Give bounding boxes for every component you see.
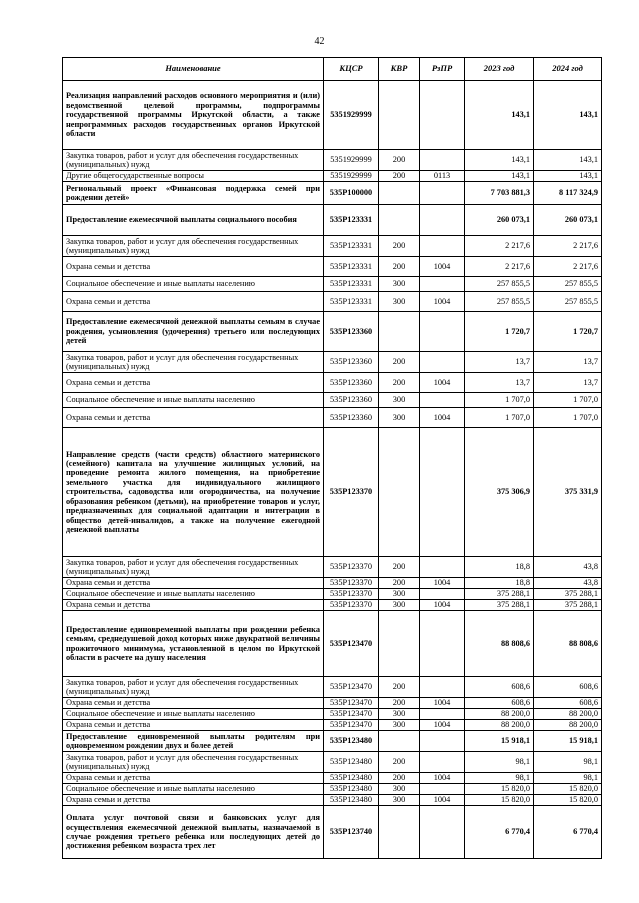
row-kcsr: 535P123370 xyxy=(324,589,379,600)
table-row xyxy=(63,236,602,257)
row-amount-2024: 13,7 xyxy=(534,373,602,393)
row-kcsr: 535P123370 xyxy=(324,600,379,611)
row-amount-2023: 143,1 xyxy=(465,81,534,150)
row-name: Оплата услуг почтовой связи и банковских услуг для осуществления ежемесячной денежной выплаты, назначаемой в случае рождения третьего ребенка или последующих детей до достижения ребенком возраста трех лет xyxy=(63,806,324,859)
row-name: Охрана семьи и детства xyxy=(63,795,324,806)
row-name: Социальное обеспечение и иные выплаты населению xyxy=(63,393,324,408)
table-row-section xyxy=(63,731,602,752)
row-rzpr: 1004 xyxy=(420,720,465,731)
page-number: 42 xyxy=(314,36,325,47)
header-2024: 2024 год xyxy=(534,58,602,81)
table-row xyxy=(63,150,602,171)
row-amount-2023: 143,1 xyxy=(465,171,534,182)
row-amount-2023: 2 217,6 xyxy=(465,257,534,277)
row-amount-2023: 98,1 xyxy=(465,773,534,784)
row-kcsr: 535P123331 xyxy=(324,292,379,312)
row-amount-2024: 98,1 xyxy=(534,773,602,784)
row-rzpr: 1004 xyxy=(420,578,465,589)
row-name: Предоставление единовременной выплаты при рождении ребенка семьям, среднедушевой доход которых ниже двукратной величины прожиточного минимума, установленной в целом по Иркутской области в расчете на душу населения xyxy=(63,611,324,677)
row-kvr xyxy=(379,731,420,752)
row-rzpr xyxy=(420,182,465,205)
row-name: Социальное обеспечение и иные выплаты населению xyxy=(63,709,324,720)
row-amount-2024: 375 288,1 xyxy=(534,600,602,611)
row-kvr xyxy=(379,205,420,236)
row-rzpr xyxy=(420,557,465,578)
table-row xyxy=(63,352,602,373)
row-amount-2024: 2 217,6 xyxy=(534,236,602,257)
row-rzpr xyxy=(420,731,465,752)
row-amount-2023: 608,6 xyxy=(465,698,534,709)
row-kvr: 300 xyxy=(379,589,420,600)
row-amount-2024: 6 770,4 xyxy=(534,806,602,859)
row-amount-2023: 260 073,1 xyxy=(465,205,534,236)
row-amount-2024: 88 200,0 xyxy=(534,709,602,720)
row-kcsr: 535P123470 xyxy=(324,709,379,720)
table-row xyxy=(63,578,602,589)
row-kcsr: 535P123360 xyxy=(324,393,379,408)
row-kvr: 300 xyxy=(379,784,420,795)
row-name: Закупка товаров, работ и услуг для обеспечения государственных (муниципальных) нужд xyxy=(63,677,324,698)
row-kvr: 200 xyxy=(379,373,420,393)
row-kcsr: 535P123740 xyxy=(324,806,379,859)
row-amount-2024: 15 820,0 xyxy=(534,784,602,795)
row-name: Охрана семьи и детства xyxy=(63,373,324,393)
row-amount-2023: 143,1 xyxy=(465,150,534,171)
row-kcsr: 535P123480 xyxy=(324,795,379,806)
row-amount-2024: 1 707,0 xyxy=(534,408,602,428)
row-amount-2023: 18,8 xyxy=(465,557,534,578)
row-kvr: 200 xyxy=(379,150,420,171)
row-rzpr xyxy=(420,677,465,698)
table-row xyxy=(63,257,602,277)
row-rzpr xyxy=(420,150,465,171)
row-amount-2024: 375 331,9 xyxy=(534,428,602,557)
row-kvr: 300 xyxy=(379,292,420,312)
row-kvr: 200 xyxy=(379,698,420,709)
row-rzpr xyxy=(420,205,465,236)
row-rzpr xyxy=(420,589,465,600)
row-rzpr xyxy=(420,236,465,257)
row-amount-2024: 260 073,1 xyxy=(534,205,602,236)
row-name: Охрана семьи и детства xyxy=(63,408,324,428)
row-kcsr: 535P123370 xyxy=(324,578,379,589)
row-amount-2024: 98,1 xyxy=(534,752,602,773)
row-amount-2024: 88 200,0 xyxy=(534,720,602,731)
budget-table xyxy=(62,57,602,859)
row-kcsr: 535P123360 xyxy=(324,312,379,352)
row-amount-2023: 88 200,0 xyxy=(465,709,534,720)
header-name: Наименование xyxy=(63,58,324,81)
table-row xyxy=(63,277,602,292)
row-name: Охрана семьи и детства xyxy=(63,773,324,784)
row-kcsr: 535P123331 xyxy=(324,257,379,277)
row-amount-2023: 7 703 881,3 xyxy=(465,182,534,205)
row-name: Охрана семьи и детства xyxy=(63,578,324,589)
row-name: Закупка товаров, работ и услуг для обеспечения государственных (муниципальных) нужд xyxy=(63,150,324,171)
row-amount-2024: 608,6 xyxy=(534,677,602,698)
row-name: Социальное обеспечение и иные выплаты населению xyxy=(63,784,324,795)
row-rzpr xyxy=(420,428,465,557)
row-amount-2024: 8 117 324,9 xyxy=(534,182,602,205)
row-rzpr xyxy=(420,81,465,150)
row-kcsr: 535P123360 xyxy=(324,373,379,393)
row-name: Охрана семьи и детства xyxy=(63,292,324,312)
table-row xyxy=(63,698,602,709)
row-amount-2023: 1 720,7 xyxy=(465,312,534,352)
table-row xyxy=(63,709,602,720)
row-kvr: 200 xyxy=(379,557,420,578)
row-kcsr: 535P123480 xyxy=(324,773,379,784)
row-kvr xyxy=(379,611,420,677)
row-kcsr: 535P123470 xyxy=(324,720,379,731)
row-kcsr: 535P123470 xyxy=(324,611,379,677)
row-rzpr xyxy=(420,611,465,677)
table-row-section xyxy=(63,312,602,352)
row-kvr xyxy=(379,312,420,352)
row-kcsr: 535P123360 xyxy=(324,352,379,373)
row-amount-2024: 608,6 xyxy=(534,698,602,709)
row-amount-2024: 257 855,5 xyxy=(534,277,602,292)
row-rzpr: 1004 xyxy=(420,373,465,393)
table-row xyxy=(63,677,602,698)
row-amount-2024: 375 288,1 xyxy=(534,589,602,600)
row-kvr: 200 xyxy=(379,257,420,277)
row-amount-2023: 15 820,0 xyxy=(465,784,534,795)
header-2023: 2023 год xyxy=(465,58,534,81)
row-name: Охрана семьи и детства xyxy=(63,720,324,731)
table-row-section xyxy=(63,611,602,677)
row-kcsr: 535P123360 xyxy=(324,408,379,428)
row-amount-2024: 43,8 xyxy=(534,578,602,589)
row-kvr: 300 xyxy=(379,709,420,720)
row-rzpr: 0113 xyxy=(420,171,465,182)
row-kcsr: 5351929999 xyxy=(324,171,379,182)
row-name: Социальное обеспечение и иные выплаты населению xyxy=(63,589,324,600)
row-amount-2024: 143,1 xyxy=(534,150,602,171)
row-rzpr xyxy=(420,277,465,292)
row-kcsr: 535P123331 xyxy=(324,277,379,292)
row-kvr: 200 xyxy=(379,677,420,698)
row-kvr: 200 xyxy=(379,171,420,182)
row-amount-2023: 15 820,0 xyxy=(465,795,534,806)
row-kvr xyxy=(379,81,420,150)
table-row-section xyxy=(63,806,602,859)
row-amount-2024: 257 855,5 xyxy=(534,292,602,312)
row-rzpr xyxy=(420,709,465,720)
row-rzpr: 1004 xyxy=(420,698,465,709)
row-name: Предоставление ежемесячной денежной выплаты семьям в случае рождения, усыновления (удочерения) третьего или последующих детей xyxy=(63,312,324,352)
row-rzpr: 1004 xyxy=(420,408,465,428)
row-amount-2024: 88 808,6 xyxy=(534,611,602,677)
row-amount-2023: 375 306,9 xyxy=(465,428,534,557)
row-name: Социальное обеспечение и иные выплаты населению xyxy=(63,277,324,292)
table-row xyxy=(63,795,602,806)
table-row xyxy=(63,373,602,393)
row-kcsr: 535P123480 xyxy=(324,752,379,773)
row-amount-2023: 13,7 xyxy=(465,352,534,373)
row-kcsr: 535P123331 xyxy=(324,236,379,257)
row-amount-2024: 13,7 xyxy=(534,352,602,373)
row-amount-2024: 15 918,1 xyxy=(534,731,602,752)
row-amount-2023: 13,7 xyxy=(465,373,534,393)
row-kcsr: 535P123470 xyxy=(324,698,379,709)
row-kcsr: 5351929999 xyxy=(324,81,379,150)
row-amount-2023: 608,6 xyxy=(465,677,534,698)
row-name: Предоставление единовременной выплаты родителям при одновременном рождении двух и более детей xyxy=(63,731,324,752)
row-amount-2023: 88 200,0 xyxy=(465,720,534,731)
row-rzpr: 1004 xyxy=(420,257,465,277)
row-kcsr: 535P100000 xyxy=(324,182,379,205)
row-kvr: 300 xyxy=(379,408,420,428)
row-kcsr: 535P123370 xyxy=(324,428,379,557)
row-kvr: 300 xyxy=(379,393,420,408)
row-kcsr: 535P123480 xyxy=(324,784,379,795)
row-amount-2024: 1 707,0 xyxy=(534,393,602,408)
table-row-section xyxy=(63,81,602,150)
row-amount-2023: 375 288,1 xyxy=(465,589,534,600)
row-kvr xyxy=(379,428,420,557)
row-rzpr: 1004 xyxy=(420,292,465,312)
row-amount-2023: 1 707,0 xyxy=(465,393,534,408)
row-name: Предоставление ежемесячной выплаты социального пособия xyxy=(63,205,324,236)
row-name: Охрана семьи и детства xyxy=(63,698,324,709)
row-name: Закупка товаров, работ и услуг для обеспечения государственных (муниципальных) нужд xyxy=(63,236,324,257)
row-amount-2023: 18,8 xyxy=(465,578,534,589)
row-kcsr: 535P123470 xyxy=(324,677,379,698)
row-amount-2023: 257 855,5 xyxy=(465,292,534,312)
row-amount-2024: 143,1 xyxy=(534,171,602,182)
row-amount-2023: 257 855,5 xyxy=(465,277,534,292)
row-name: Закупка товаров, работ и услуг для обеспечения государственных (муниципальных) нужд xyxy=(63,752,324,773)
table-row xyxy=(63,292,602,312)
row-amount-2023: 2 217,6 xyxy=(465,236,534,257)
table-row-section xyxy=(63,428,602,557)
row-kvr: 200 xyxy=(379,352,420,373)
row-kcsr: 535P123370 xyxy=(324,557,379,578)
table-row xyxy=(63,784,602,795)
table-row xyxy=(63,557,602,578)
table-row xyxy=(63,600,602,611)
header-rzpr: РзПР xyxy=(420,58,465,81)
table-row xyxy=(63,589,602,600)
row-name: Охрана семьи и детства xyxy=(63,257,324,277)
row-rzpr xyxy=(420,752,465,773)
row-name: Региональный проект «Финансовая поддержка семей при рождении детей» xyxy=(63,182,324,205)
row-rzpr xyxy=(420,393,465,408)
table-row xyxy=(63,720,602,731)
row-kcsr: 5351929999 xyxy=(324,150,379,171)
row-rzpr xyxy=(420,784,465,795)
row-kvr: 300 xyxy=(379,720,420,731)
table-row xyxy=(63,752,602,773)
row-name: Направление средств (части средств) областного материнского (семейного) капитала на улучшение жилищных условий, на проведение ремонта жилого помещения, на приобретение земельного участка для индивидуального жилищного строительства, садоводства или огородничества, на получение образования ребенком (детьми), на приобретение товаров и услуг, предназначенных для социальной адаптации и интеграции в общество детей-инвалидов, а также на получение ежегодной денежной выплаты xyxy=(63,428,324,557)
row-rzpr: 1004 xyxy=(420,600,465,611)
row-name: Другие общегосударственные вопросы xyxy=(63,171,324,182)
row-rzpr xyxy=(420,806,465,859)
row-amount-2024: 1 720,7 xyxy=(534,312,602,352)
row-name: Закупка товаров, работ и услуг для обеспечения государственных (муниципальных) нужд xyxy=(63,557,324,578)
table-row xyxy=(63,171,602,182)
table-row xyxy=(63,408,602,428)
row-name: Реализация направлений расходов основного мероприятия и (или) ведомственной целевой программы, подпрограммы государственной программы Иркутской области, а также непрограммных расходов государственных органов Иркутской области xyxy=(63,81,324,150)
header-kvr: КВР xyxy=(379,58,420,81)
row-amount-2023: 88 808,6 xyxy=(465,611,534,677)
table-row-section xyxy=(63,182,602,205)
row-kvr: 300 xyxy=(379,795,420,806)
row-kvr: 200 xyxy=(379,752,420,773)
row-amount-2024: 2 217,6 xyxy=(534,257,602,277)
row-amount-2023: 6 770,4 xyxy=(465,806,534,859)
row-kvr: 200 xyxy=(379,773,420,784)
row-kvr: 200 xyxy=(379,236,420,257)
row-rzpr xyxy=(420,352,465,373)
table-row-section xyxy=(63,205,602,236)
row-kcsr: 535P123331 xyxy=(324,205,379,236)
table-row xyxy=(63,393,602,408)
row-amount-2023: 1 707,0 xyxy=(465,408,534,428)
header-kcsr: КЦСР xyxy=(324,58,379,81)
table-row xyxy=(63,773,602,784)
row-kvr: 300 xyxy=(379,600,420,611)
row-amount-2024: 143,1 xyxy=(534,81,602,150)
row-kvr xyxy=(379,806,420,859)
row-amount-2024: 43,8 xyxy=(534,557,602,578)
row-kvr: 200 xyxy=(379,578,420,589)
row-amount-2024: 15 820,0 xyxy=(534,795,602,806)
row-amount-2023: 15 918,1 xyxy=(465,731,534,752)
row-amount-2023: 98,1 xyxy=(465,752,534,773)
table-header-row xyxy=(63,58,602,81)
row-rzpr xyxy=(420,312,465,352)
row-name: Охрана семьи и детства xyxy=(63,600,324,611)
row-kcsr: 535P123480 xyxy=(324,731,379,752)
row-name: Закупка товаров, работ и услуг для обеспечения государственных (муниципальных) нужд xyxy=(63,352,324,373)
row-amount-2023: 375 288,1 xyxy=(465,600,534,611)
row-kvr: 300 xyxy=(379,277,420,292)
row-rzpr: 1004 xyxy=(420,795,465,806)
row-kvr xyxy=(379,182,420,205)
row-rzpr: 1004 xyxy=(420,773,465,784)
